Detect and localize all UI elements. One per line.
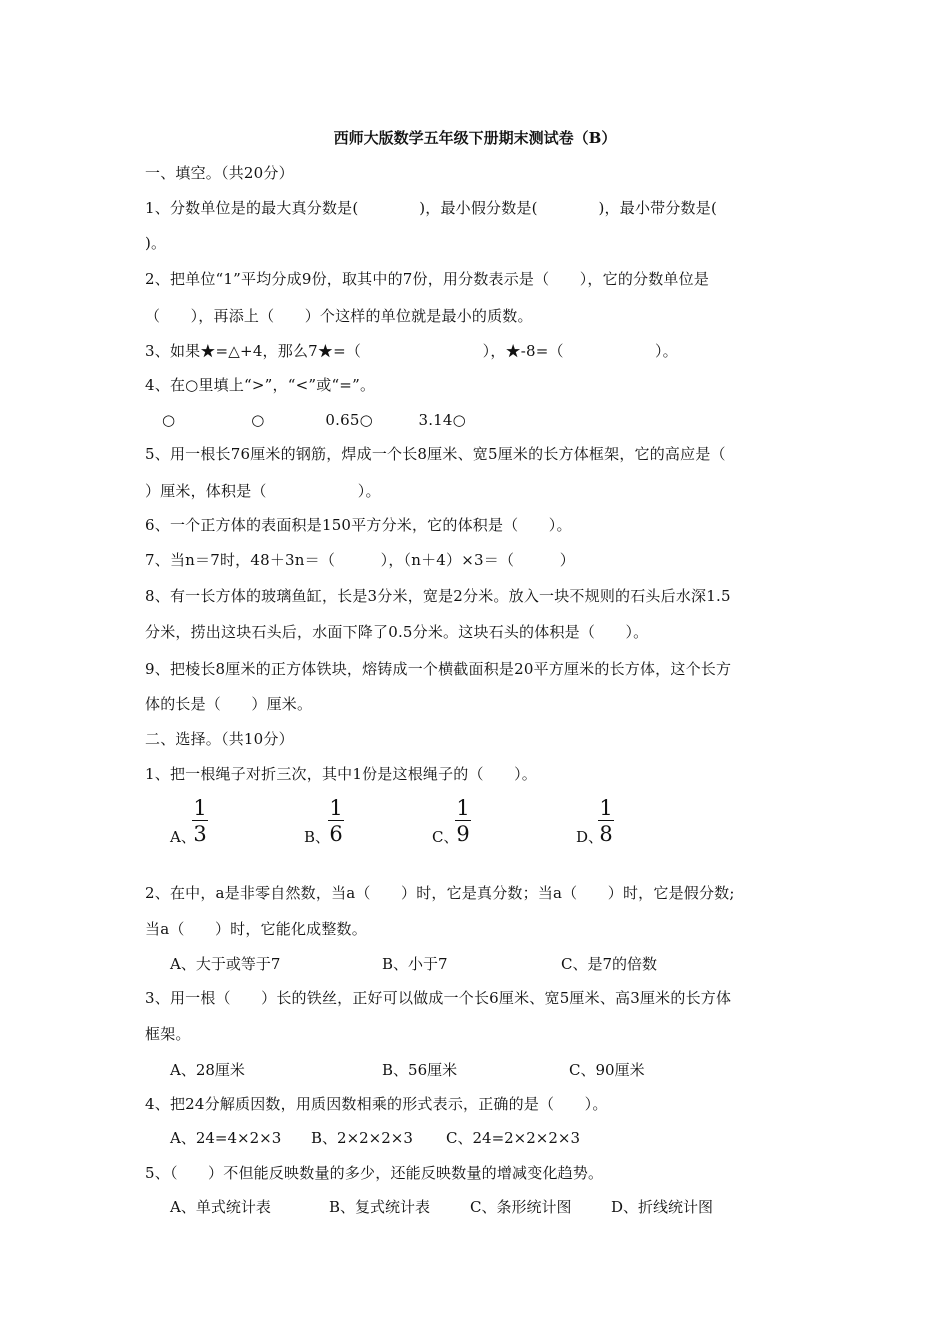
q2-4-option-b: B、2×2×2×3 xyxy=(311,1129,413,1147)
q2-3-line2: 框架。 xyxy=(145,1025,191,1043)
q2-5-option-b: B、复式统计表 xyxy=(329,1198,431,1216)
q1-7-line: 7、当n＝7时，48＋3n＝（ ），（n＋4）×3＝（ ） xyxy=(145,551,575,569)
q2-1-option-d-fraction xyxy=(598,797,614,845)
q2-1-option-c-fraction xyxy=(455,797,471,845)
fraction-numerator: 1 xyxy=(456,796,470,820)
q2-4-text: 4、把24分解质因数，用质因数相乘的形式表示，正确的是（ ）。 xyxy=(145,1095,608,1113)
q1-2-line1: 2、把单位“1”平均分成9份，取其中的7份，用分数表示是（ ），它的分数单位是 xyxy=(145,270,710,288)
q2-3-line1: 3、用一根（ ）长的铁丝，正好可以做成一个长6厘米、宽5厘米、高3厘米的长方体 xyxy=(145,989,732,1007)
q2-1-option-a-label: A、 xyxy=(170,828,196,846)
q2-4-option-a: A、24=4×2×3 xyxy=(170,1129,282,1147)
q2-2-option-b: B、小于7 xyxy=(382,955,448,973)
q2-5-text: 5、（ ）不但能反映数量的多少，还能反映数量的增减变化趋势。 xyxy=(145,1164,604,1182)
q2-3-option-a: A、28厘米 xyxy=(170,1061,245,1079)
q2-1-option-c-label: C、 xyxy=(432,828,459,846)
q1-8-line1: 8、有一长方体的玻璃鱼缸，长是3分米，宽是2分米。放入一块不规则的石头后水深1.5 xyxy=(145,587,731,605)
q1-1-line1: 1、分数单位是的最大真分数是( )，最小假分数是( )，最小带分数是( xyxy=(145,199,718,217)
fraction-denominator: 6 xyxy=(329,822,343,846)
page-title: 西师大版数学五年级下册期末测试卷（B） xyxy=(333,129,617,147)
section1-heading: 一、填空。（共20分） xyxy=(145,164,294,182)
q2-5-option-a: A、单式统计表 xyxy=(170,1198,271,1216)
q1-6-line: 6、一个正方体的表面积是150平方分米，它的体积是（ ）。 xyxy=(145,516,572,534)
q1-9-line2: 体的长是（ ）厘米。 xyxy=(145,695,313,713)
fraction-bar xyxy=(328,820,344,821)
fraction-bar xyxy=(598,820,614,821)
q1-4-compare-row: ○ ○ 0.65○ 3.14○ xyxy=(162,411,466,429)
q2-1-option-b-label: B、 xyxy=(304,828,331,846)
fraction-numerator: 1 xyxy=(193,796,207,820)
q2-2-line1: 2、在中，a是非零自然数，当a（ ）时，它是真分数；当a（ ）时，它是假分数; xyxy=(145,884,735,902)
q2-2-option-a: A、大于或等于7 xyxy=(170,955,281,973)
q2-5-option-c: C、条形统计图 xyxy=(470,1198,572,1216)
fraction-denominator: 9 xyxy=(456,822,470,846)
q2-4-option-c: C、24=2×2×2×3 xyxy=(446,1129,581,1147)
fraction-denominator: 3 xyxy=(193,822,207,846)
q1-8-line2: 分米，捞出这块石头后，水面下降了0.5分米。这块石头的体积是（ ）。 xyxy=(145,623,649,641)
q1-2-line2: （ ），再添上（ ）个这样的单位就是最小的质数。 xyxy=(145,307,533,325)
q2-1-option-d-label: D、 xyxy=(576,828,604,846)
q1-1-line2: )。 xyxy=(145,234,167,252)
q1-5-line2: ）厘米，体积是（ ）。 xyxy=(145,482,381,500)
q1-9-line1: 9、把棱长8厘米的正方体铁块，熔铸成一个横截面积是20平方厘米的长方体，这个长方 xyxy=(145,660,732,678)
q2-2-option-c: C、是7的倍数 xyxy=(561,955,658,973)
q2-5-option-d: D、折线统计图 xyxy=(611,1198,714,1216)
q1-3-line: 3、如果★=△+4，那么7★=（ ），★-8=（ ）。 xyxy=(145,342,678,360)
q2-1-text: 1、把一根绳子对折三次，其中1份是这根绳子的（ ）。 xyxy=(145,765,537,783)
q2-1-option-a-fraction xyxy=(192,797,208,845)
q2-3-option-b: B、56厘米 xyxy=(382,1061,458,1079)
fraction-bar xyxy=(192,820,208,821)
q2-3-option-c: C、90厘米 xyxy=(569,1061,645,1079)
q2-2-line2: 当a（ ）时，它能化成整数。 xyxy=(145,920,367,938)
q2-1-option-b-fraction xyxy=(328,797,344,845)
fraction-numerator: 1 xyxy=(329,796,343,820)
section2-heading: 二、选择。（共10分） xyxy=(145,730,294,748)
fraction-bar xyxy=(455,820,471,821)
fraction-numerator: 1 xyxy=(599,796,613,820)
q1-5-line1: 5、用一根长76厘米的钢筋，焊成一个长8厘米、宽5厘米的长方体框架，它的高应是（ xyxy=(145,445,726,463)
fraction-denominator: 8 xyxy=(599,822,613,846)
q1-4-line: 4、在○里填上“>”，“<”或“=”。 xyxy=(145,376,376,394)
